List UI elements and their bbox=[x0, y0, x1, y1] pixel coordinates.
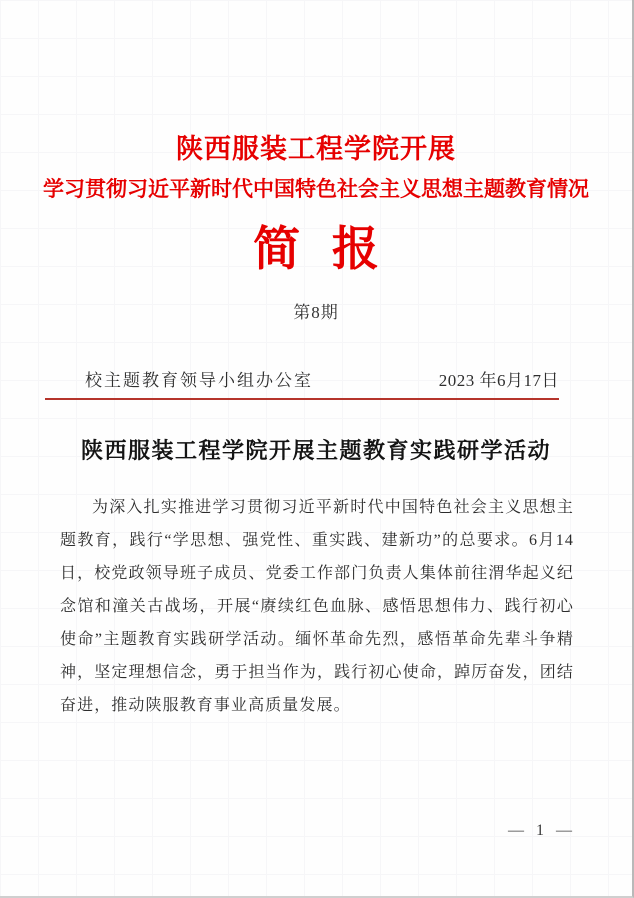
issue-number: 第8期 bbox=[293, 303, 339, 322]
bulletin-masthead: 简 报 bbox=[253, 224, 379, 276]
meta-row bbox=[45, 366, 559, 400]
bulletin-title-line2: 学习贯彻习近平新时代中国特色社会主义思想主题教育情况 bbox=[43, 177, 589, 201]
bulletin-title-line1: 陕西服装工程学院开展 bbox=[176, 134, 456, 164]
issuing-office: 校主题教育领导小组办公室 bbox=[85, 371, 313, 390]
article-body-paragraph: 为深入扎实推进学习贯彻习近平新时代中国特色社会主义思想主题教育，践行“学思想、强党性、重实践、建新功”的总要求。6月14日，校党政领导班子成员、党委工作部门负责人集体前往渭华起义纪念馆和潼关古战场，开展“赓续红色血脉、感悟思想伟力、践行初心使命”主题教育实践研学活动。缅怀革命先烈，感悟革命先辈斗争精神，坚定理想信念，勇于担当作为，践行初心使命，踔厉奋发，团结奋进，推动陕服教育事业高质量发展。 bbox=[60, 499, 574, 714]
article-heading: 陕西服装工程学院开展主题教育实践研学活动 bbox=[80, 438, 551, 463]
issue-date: 2023 年6月17日 bbox=[438, 371, 559, 390]
page-number: — 1 — bbox=[508, 822, 576, 839]
